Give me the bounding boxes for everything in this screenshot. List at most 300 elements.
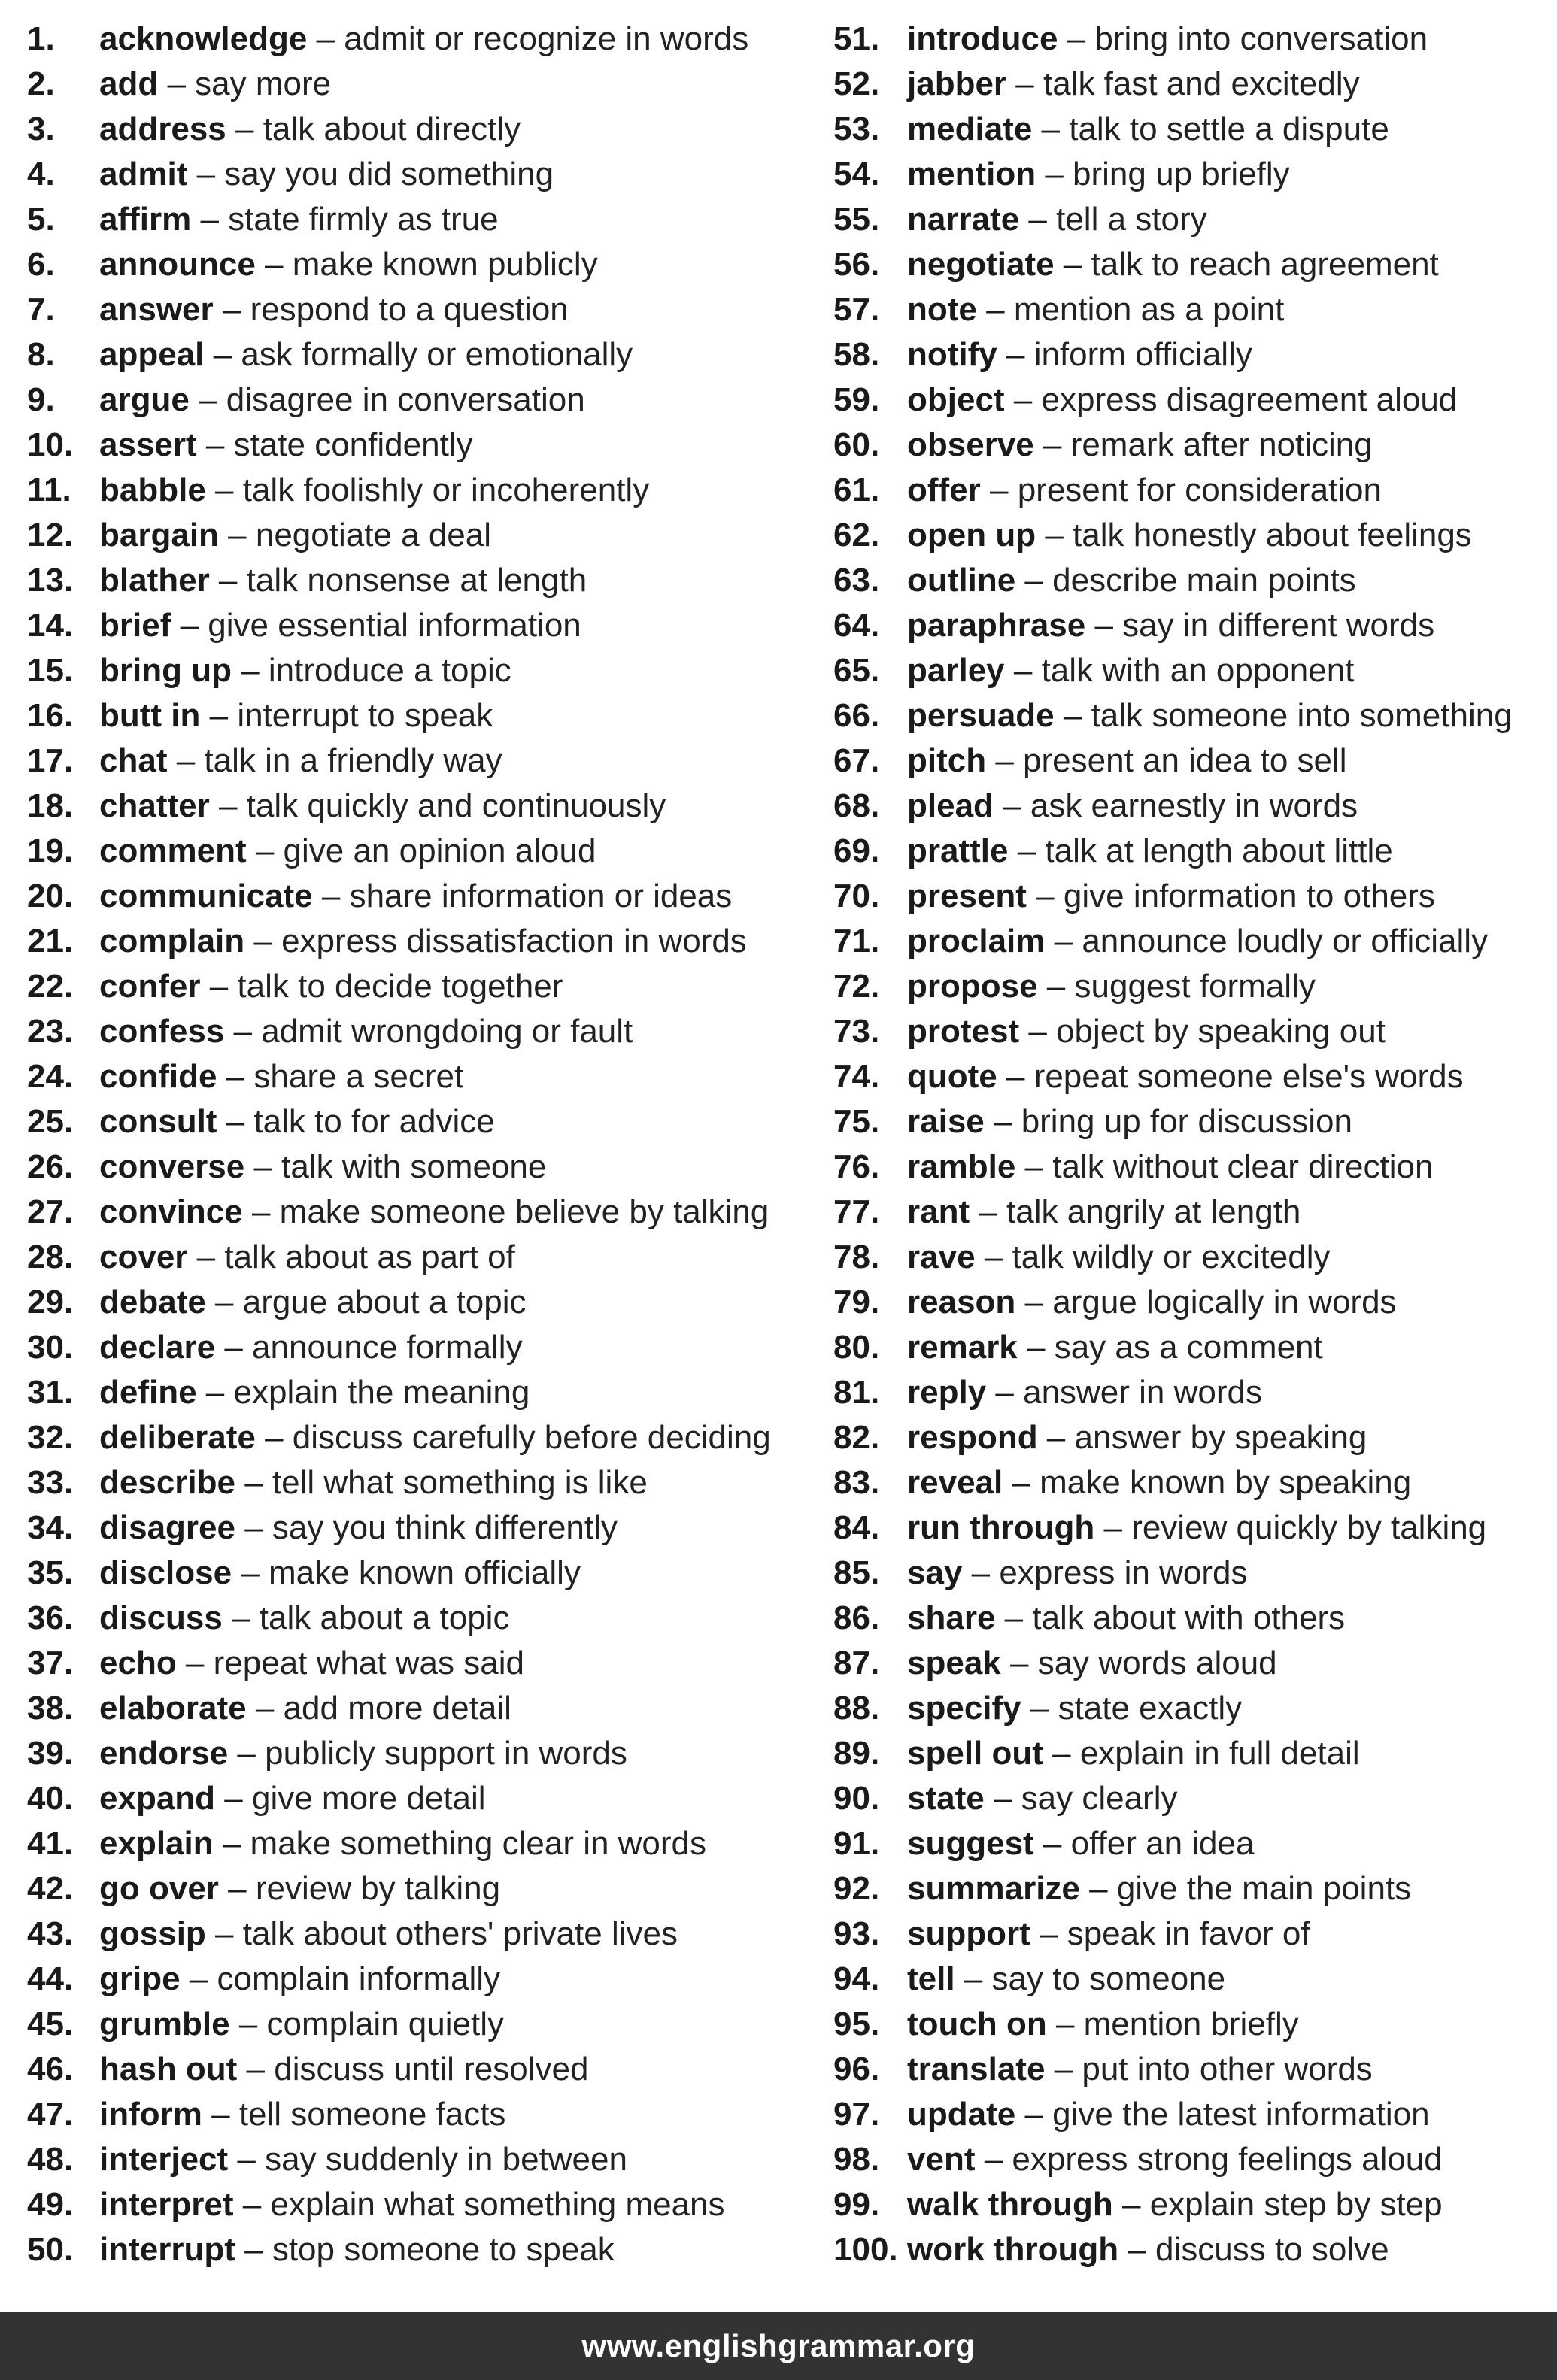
item-definition: suggest formally xyxy=(1074,968,1316,1005)
item-separator: – xyxy=(1054,246,1091,283)
item-number: 33. xyxy=(27,1464,74,1501)
list-item xyxy=(27,1641,802,1686)
item-separator: – xyxy=(1037,968,1075,1005)
item-definition: speak in favor of xyxy=(1067,1915,1310,1952)
item-word: negotiate xyxy=(907,246,1055,283)
item-number: 70. xyxy=(833,878,880,914)
item-number: 100. xyxy=(833,2231,898,2268)
list-item xyxy=(833,1551,1555,1596)
item-number: 13. xyxy=(27,562,74,599)
item-number: 47. xyxy=(27,2096,74,2133)
item-definition: tell someone facts xyxy=(238,2096,506,2133)
item-definition: talk about directly xyxy=(263,111,521,147)
item-word: vent xyxy=(907,2141,976,2178)
item-definition: say more xyxy=(195,65,332,102)
item-word: object xyxy=(907,381,1005,418)
list-item xyxy=(27,17,802,62)
list-item xyxy=(833,1686,1555,1731)
item-separator: – xyxy=(215,1780,252,1817)
item-definition: state confidently xyxy=(233,426,473,463)
item-definition: talk to reach agreement xyxy=(1091,246,1439,283)
item-number: 57. xyxy=(833,291,880,328)
item-number: 45. xyxy=(27,2006,74,2042)
list-item xyxy=(833,1912,1555,1957)
item-word: walk through xyxy=(907,2186,1113,2223)
item-separator: – xyxy=(217,1058,254,1095)
item-definition: explain what something means xyxy=(270,2186,725,2223)
item-definition: talk with someone xyxy=(281,1148,547,1185)
item-word: observe xyxy=(907,426,1034,463)
item-word: announce xyxy=(99,246,256,283)
list-item xyxy=(27,603,802,648)
item-number: 60. xyxy=(833,426,880,463)
item-definition: say you did something xyxy=(224,156,554,193)
item-definition: talk about with others xyxy=(1032,1599,1346,1636)
list-item xyxy=(27,287,802,332)
item-number: 58. xyxy=(833,336,880,373)
item-definition: express in words xyxy=(999,1554,1248,1591)
item-number: 17. xyxy=(27,742,74,779)
list-item xyxy=(833,107,1555,152)
item-separator: – xyxy=(997,1058,1034,1095)
item-separator: – xyxy=(244,1148,282,1185)
item-definition: make something clear in words xyxy=(250,1825,707,1862)
item-definition: present for consideration xyxy=(1017,471,1382,508)
list-item xyxy=(833,2002,1555,2047)
item-separator: – xyxy=(1015,1148,1053,1185)
item-separator: – xyxy=(213,291,250,328)
list-item xyxy=(27,558,802,603)
list-item xyxy=(833,2137,1555,2182)
item-separator: – xyxy=(180,1960,217,1997)
item-definition: explain step by step xyxy=(1149,2186,1443,2223)
item-definition: talk at length about little xyxy=(1045,832,1393,869)
item-word: work through xyxy=(907,2231,1119,2268)
item-definition: object by speaking out xyxy=(1056,1013,1386,1050)
item-definition: say words aloud xyxy=(1037,1645,1277,1681)
item-separator: – xyxy=(997,336,1034,373)
list-item xyxy=(27,2047,802,2092)
item-word: communicate xyxy=(99,878,313,914)
item-number: 96. xyxy=(833,2051,880,2087)
item-number: 21. xyxy=(27,923,74,960)
item-word: chatter xyxy=(99,787,210,824)
item-number: 29. xyxy=(27,1284,74,1320)
item-definition: express dissatisfaction in words xyxy=(281,923,747,960)
list-item xyxy=(27,2002,802,2047)
item-separator: – xyxy=(218,517,256,553)
item-separator: – xyxy=(1006,65,1043,102)
item-separator: – xyxy=(1015,1284,1053,1320)
item-definition: give the latest information xyxy=(1052,2096,1430,2133)
item-word: convince xyxy=(99,1193,243,1230)
item-number: 11. xyxy=(27,471,71,508)
list-item xyxy=(27,1054,802,1099)
item-number: 15. xyxy=(27,652,74,689)
item-separator: – xyxy=(1045,923,1082,960)
item-word: confer xyxy=(99,968,201,1005)
item-number: 59. xyxy=(833,381,880,418)
item-separator: – xyxy=(158,65,196,102)
item-number: 62. xyxy=(833,517,880,553)
list-item xyxy=(833,1280,1555,1325)
item-number: 90. xyxy=(833,1780,880,1817)
item-word: tell xyxy=(907,1960,955,1997)
item-separator: – xyxy=(200,697,238,734)
item-definition: express strong feelings aloud xyxy=(1012,2141,1443,2178)
item-word: comment xyxy=(99,832,247,869)
list-item xyxy=(833,1370,1555,1415)
item-number: 34. xyxy=(27,1509,74,1546)
item-definition: remark after noticing xyxy=(1070,426,1373,463)
list-item xyxy=(27,1912,802,1957)
item-word: plead xyxy=(907,787,994,824)
item-word: introduce xyxy=(907,20,1058,57)
item-definition: talk in a friendly way xyxy=(204,742,502,779)
item-separator: – xyxy=(1019,1013,1057,1050)
item-number: 32. xyxy=(27,1419,74,1456)
item-word: describe xyxy=(99,1464,235,1501)
item-definition: talk about as part of xyxy=(224,1239,515,1275)
item-definition: publicly support in words xyxy=(265,1735,627,1772)
item-number: 40. xyxy=(27,1780,74,1817)
item-separator: – xyxy=(255,1419,293,1456)
item-number: 28. xyxy=(27,1239,74,1275)
list-item xyxy=(833,197,1555,242)
item-number: 24. xyxy=(27,1058,74,1095)
item-number: 63. xyxy=(833,562,880,599)
list-item xyxy=(833,332,1555,377)
item-definition: talk to for advice xyxy=(253,1103,495,1140)
item-separator: – xyxy=(233,2186,271,2223)
item-separator: – xyxy=(191,201,229,238)
item-number: 76. xyxy=(833,1148,880,1185)
item-word: mention xyxy=(907,156,1036,193)
list-item xyxy=(27,1280,802,1325)
item-number: 26. xyxy=(27,1148,74,1185)
list-item xyxy=(833,2092,1555,2137)
item-word: go over xyxy=(99,1870,219,1907)
item-number: 39. xyxy=(27,1735,74,1772)
item-word: inform xyxy=(99,2096,202,2133)
item-separator: – xyxy=(1043,1735,1080,1772)
item-word: parley xyxy=(907,652,1005,689)
item-number: 93. xyxy=(833,1915,880,1952)
item-word: assert xyxy=(99,426,197,463)
item-word: hash out xyxy=(99,2051,238,2087)
item-definition: give information to others xyxy=(1063,878,1435,914)
item-separator: – xyxy=(1036,156,1073,193)
list-item xyxy=(27,1190,802,1235)
item-separator: – xyxy=(246,832,284,869)
item-separator: – xyxy=(167,742,205,779)
item-separator: – xyxy=(1032,111,1070,147)
item-separator: – xyxy=(1036,517,1073,553)
item-definition: introduce a topic xyxy=(268,652,511,689)
item-definition: give an opinion aloud xyxy=(283,832,596,869)
item-word: reason xyxy=(907,1284,1016,1320)
item-separator: – xyxy=(202,2096,239,2133)
item-word: interrupt xyxy=(99,2231,235,2268)
item-definition: bring up briefly xyxy=(1073,156,1290,193)
footer-website: www.englishgrammar.org xyxy=(581,2328,976,2363)
list-item xyxy=(833,1776,1555,1821)
list-item xyxy=(833,738,1555,784)
list-item xyxy=(833,964,1555,1009)
item-separator: – xyxy=(204,336,241,373)
footer-bar xyxy=(0,2312,1557,2380)
item-separator: – xyxy=(1033,426,1071,463)
item-word: chat xyxy=(99,742,168,779)
item-definition: make someone believe by talking xyxy=(279,1193,769,1230)
item-word: paraphrase xyxy=(907,607,1086,644)
item-word: run through xyxy=(907,1509,1095,1546)
item-separator: – xyxy=(962,1554,1000,1591)
item-separator: – xyxy=(1058,20,1095,57)
item-separator: – xyxy=(995,1599,1033,1636)
item-definition: offer an idea xyxy=(1070,1825,1255,1862)
item-definition: talk about a topic xyxy=(259,1599,510,1636)
item-definition: talk to decide together xyxy=(237,968,563,1005)
item-definition: tell a story xyxy=(1056,201,1207,238)
item-definition: complain quietly xyxy=(266,2006,504,2042)
item-separator: – xyxy=(955,1960,992,1997)
item-number: 91. xyxy=(833,1825,880,1862)
item-separator: – xyxy=(200,968,238,1005)
item-number: 22. xyxy=(27,968,74,1005)
list-item xyxy=(27,784,802,829)
list-item xyxy=(27,107,802,152)
item-word: disagree xyxy=(99,1509,235,1546)
item-definition: tell what something is like xyxy=(272,1464,648,1501)
item-number: 10. xyxy=(27,426,74,463)
item-separator: – xyxy=(255,246,293,283)
item-number: 53. xyxy=(833,111,880,147)
list-item xyxy=(27,1415,802,1460)
item-word: gripe xyxy=(99,1960,181,1997)
item-definition: review quickly by talking xyxy=(1131,1509,1487,1546)
item-definition: give essential information xyxy=(208,607,581,644)
item-separator: – xyxy=(187,156,225,193)
item-word: respond xyxy=(907,1419,1038,1456)
list-item xyxy=(833,1596,1555,1641)
item-word: echo xyxy=(99,1645,177,1681)
item-separator: – xyxy=(1037,1419,1075,1456)
item-word: rant xyxy=(907,1193,970,1230)
item-number: 48. xyxy=(27,2141,74,2178)
item-number: 20. xyxy=(27,878,74,914)
item-separator: – xyxy=(1094,1509,1132,1546)
item-word: declare xyxy=(99,1329,216,1366)
item-separator: – xyxy=(228,1735,266,1772)
item-number: 72. xyxy=(833,968,880,1005)
item-separator: – xyxy=(209,562,247,599)
list-item xyxy=(27,1460,802,1505)
item-definition: talk with an opponent xyxy=(1041,652,1355,689)
item-definition: share information or ideas xyxy=(349,878,733,914)
item-definition: put into other words xyxy=(1082,2051,1373,2087)
item-definition: bring into conversation xyxy=(1094,20,1428,57)
item-number: 4. xyxy=(27,156,55,193)
item-definition: respond to a question xyxy=(250,291,569,328)
list-item xyxy=(833,2047,1555,2092)
item-separator: – xyxy=(975,1239,1012,1275)
item-word: acknowledge xyxy=(99,20,308,57)
list-item xyxy=(27,468,802,513)
item-separator: – xyxy=(1004,652,1042,689)
item-separator: – xyxy=(226,111,263,147)
item-definition: interrupt to speak xyxy=(237,697,493,734)
item-definition: talk to settle a dispute xyxy=(1069,111,1389,147)
list-item xyxy=(833,693,1555,738)
item-word: reply xyxy=(907,1374,987,1411)
item-number: 7. xyxy=(27,291,55,328)
list-item xyxy=(27,648,802,693)
item-number: 83. xyxy=(833,1464,880,1501)
item-number: 49. xyxy=(27,2186,74,2223)
item-definition: talk quickly and continuously xyxy=(246,787,666,824)
list-item xyxy=(833,1821,1555,1866)
item-word: prattle xyxy=(907,832,1009,869)
item-word: jabber xyxy=(907,65,1007,102)
item-definition: state firmly as true xyxy=(228,201,499,238)
item-number: 14. xyxy=(27,607,74,644)
item-word: interpret xyxy=(99,2186,234,2223)
list-item xyxy=(27,1099,802,1145)
item-number: 98. xyxy=(833,2141,880,2178)
item-number: 54. xyxy=(833,156,880,193)
item-word: remark xyxy=(907,1329,1018,1366)
item-word: grumble xyxy=(99,2006,230,2042)
item-word: proclaim xyxy=(907,923,1046,960)
item-separator: – xyxy=(976,291,1014,328)
item-separator: – xyxy=(1054,697,1091,734)
item-number: 2. xyxy=(27,65,55,102)
item-separator: – xyxy=(986,742,1024,779)
item-definition: say to someone xyxy=(991,1960,1226,1997)
item-definition: share a secret xyxy=(253,1058,464,1095)
item-number: 81. xyxy=(833,1374,880,1411)
list-item xyxy=(27,2227,802,2272)
item-separator: – xyxy=(205,1915,243,1952)
item-word: speak xyxy=(907,1645,1001,1681)
item-separator: – xyxy=(1079,1870,1117,1907)
list-item xyxy=(833,1190,1555,1235)
item-separator: – xyxy=(1085,607,1123,644)
item-definition: stop someone to speak xyxy=(272,2231,615,2268)
item-number: 94. xyxy=(833,1960,880,1997)
list-item xyxy=(833,1009,1555,1054)
item-separator: – xyxy=(986,1374,1024,1411)
item-word: outline xyxy=(907,562,1016,599)
item-definition: bring up for discussion xyxy=(1021,1103,1352,1140)
list-item xyxy=(833,1325,1555,1370)
list-item xyxy=(833,1505,1555,1551)
item-word: elaborate xyxy=(99,1690,247,1727)
item-word: note xyxy=(907,291,977,328)
item-number: 18. xyxy=(27,787,74,824)
item-definition: express disagreement aloud xyxy=(1041,381,1458,418)
list-item xyxy=(833,1731,1555,1776)
list-item xyxy=(27,1145,802,1190)
list-item xyxy=(27,919,802,964)
item-definition: state exactly xyxy=(1058,1690,1243,1727)
item-word: add xyxy=(99,65,159,102)
item-number: 50. xyxy=(27,2231,74,2268)
item-separator: – xyxy=(1015,2096,1053,2133)
list-item xyxy=(833,1866,1555,1912)
item-word: bargain xyxy=(99,517,219,553)
list-item xyxy=(833,1641,1555,1686)
item-separator: – xyxy=(235,1464,272,1501)
list-item xyxy=(833,242,1555,287)
item-separator: – xyxy=(228,2141,266,2178)
list-item xyxy=(27,1821,802,1866)
item-number: 85. xyxy=(833,1554,880,1591)
item-number: 44. xyxy=(27,1960,74,1997)
list-item xyxy=(833,829,1555,874)
item-word: cover xyxy=(99,1239,188,1275)
list-item xyxy=(27,1596,802,1641)
item-word: affirm xyxy=(99,201,192,238)
list-item xyxy=(27,1009,802,1054)
item-word: admit xyxy=(99,156,188,193)
item-definition: announce formally xyxy=(252,1329,523,1366)
item-number: 69. xyxy=(833,832,880,869)
item-number: 74. xyxy=(833,1058,880,1095)
item-definition: talk about others' private lives xyxy=(242,1915,678,1952)
item-word: converse xyxy=(99,1148,245,1185)
item-number: 51. xyxy=(833,20,880,57)
item-number: 99. xyxy=(833,2186,880,2223)
item-word: state xyxy=(907,1780,985,1817)
item-separator: – xyxy=(171,607,208,644)
list-item xyxy=(27,1370,802,1415)
list-item xyxy=(27,738,802,784)
item-separator: – xyxy=(1004,381,1042,418)
list-item xyxy=(833,423,1555,468)
item-word: reveal xyxy=(907,1464,1003,1501)
item-separator: – xyxy=(1015,562,1053,599)
item-definition: admit wrongdoing or fault xyxy=(261,1013,633,1050)
item-word: confide xyxy=(99,1058,217,1095)
item-number: 68. xyxy=(833,787,880,824)
item-definition: mention briefly xyxy=(1083,2006,1299,2042)
item-definition: discuss to solve xyxy=(1155,2231,1389,2268)
item-definition: discuss until resolved xyxy=(274,2051,589,2087)
list-item xyxy=(27,1776,802,1821)
item-word: mediate xyxy=(907,111,1033,147)
item-separator: – xyxy=(984,1780,1021,1817)
item-number: 30. xyxy=(27,1329,74,1366)
item-word: argue xyxy=(99,381,190,418)
list-item xyxy=(27,1731,802,1776)
list-item xyxy=(833,558,1555,603)
item-word: butt in xyxy=(99,697,201,734)
item-word: translate xyxy=(907,2051,1046,2087)
item-number: 41. xyxy=(27,1825,74,1862)
item-number: 77. xyxy=(833,1193,880,1230)
item-definition: admit or recognize in words xyxy=(344,20,749,57)
item-separator: – xyxy=(1003,1464,1040,1501)
item-word: endorse xyxy=(99,1735,229,1772)
item-number: 9. xyxy=(27,381,55,418)
item-separator: – xyxy=(993,787,1030,824)
item-separator: – xyxy=(312,878,350,914)
item-number: 71. xyxy=(833,923,880,960)
item-word: say xyxy=(907,1554,963,1591)
item-definition: inform officially xyxy=(1033,336,1252,373)
